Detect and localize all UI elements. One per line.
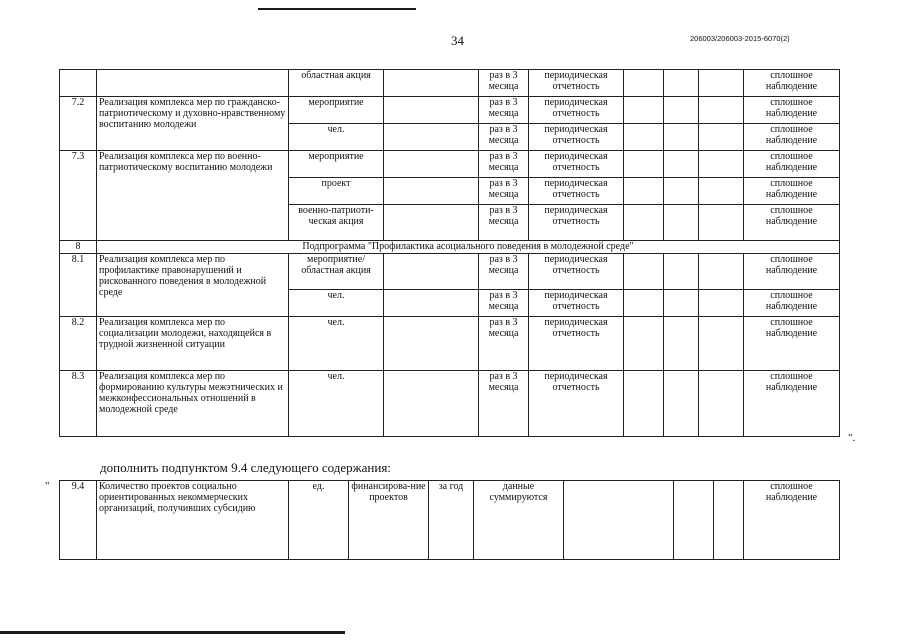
subitem-number: 9.4 xyxy=(60,481,97,560)
table-row xyxy=(60,151,840,178)
empty-cell xyxy=(384,124,479,151)
row-source: периодическая отчетность xyxy=(529,151,624,178)
empty-cell xyxy=(384,205,479,241)
row-unit: чел. xyxy=(289,124,384,151)
row-name: Реализация комплекса мер по военно-патриотическому воспитанию молодежи xyxy=(97,151,289,241)
row-source: периодическая отчетность xyxy=(529,70,624,97)
row-frequency: раз в 3 месяца xyxy=(479,290,529,317)
empty-cell xyxy=(384,254,479,290)
empty-cell xyxy=(624,124,664,151)
closing-quote-mark: ". xyxy=(848,432,856,444)
empty-cell xyxy=(664,205,699,241)
row-name: Реализация комплекса мер по гражданско-патриотическому и духовно-нравственному воспитанию молодежи xyxy=(97,97,289,151)
page-number: 34 xyxy=(451,33,464,48)
row-frequency: раз в 3 месяца xyxy=(479,205,529,241)
subitem-name: Количество проектов социально ориентированных некоммерческих организаций, получивших субсидию xyxy=(97,481,289,560)
empty-cell xyxy=(384,371,479,437)
empty-cell xyxy=(384,178,479,205)
row-source: периодическая отчетность xyxy=(529,254,624,290)
row-method: сплошное наблюдение xyxy=(744,254,840,290)
empty-cell xyxy=(699,205,744,241)
empty-cell xyxy=(664,124,699,151)
row-unit: мероприятие/ областная акция xyxy=(289,254,384,290)
empty-cell xyxy=(664,317,699,371)
row-unit: областная акция xyxy=(289,70,384,97)
row-unit: чел. xyxy=(289,371,384,437)
row-source: периодическая отчетность xyxy=(529,290,624,317)
empty-cell xyxy=(699,124,744,151)
table-row xyxy=(60,254,840,290)
empty-cell xyxy=(384,70,479,97)
section-row xyxy=(60,241,840,254)
row-unit: мероприятие xyxy=(289,151,384,178)
empty-cell xyxy=(699,151,744,178)
empty-cell xyxy=(699,290,744,317)
empty-cell xyxy=(664,151,699,178)
table-row xyxy=(60,70,840,97)
top-rule xyxy=(258,8,416,10)
row-unit: проект xyxy=(289,178,384,205)
amendment-caption: дополнить подпунктом 9.4 следующего содержания: xyxy=(100,460,391,475)
subitem-row xyxy=(60,481,840,560)
row-source: периодическая отчетность xyxy=(529,317,624,371)
row-frequency: раз в 3 месяца xyxy=(479,124,529,151)
empty-cell xyxy=(624,97,664,124)
row-frequency: раз в 3 месяца xyxy=(479,151,529,178)
empty-cell xyxy=(384,317,479,371)
empty-cell xyxy=(714,481,744,560)
row-name: Реализация комплекса мер по формированию культуры межэтнических и межконфессиональных отношений в молодежной среде xyxy=(97,371,289,437)
subitem-table xyxy=(59,480,840,560)
row-method: сплошное наблюдение xyxy=(744,151,840,178)
row-number: 8.1 xyxy=(60,254,97,317)
row-source: периодическая отчетность xyxy=(529,178,624,205)
empty-cell xyxy=(664,254,699,290)
empty-cell xyxy=(699,371,744,437)
empty-cell xyxy=(384,290,479,317)
opening-quote-mark: " xyxy=(45,480,50,492)
table-row xyxy=(60,317,840,371)
empty-cell xyxy=(699,97,744,124)
subitem-unit: ед. xyxy=(289,481,349,560)
row-number: 7.2 xyxy=(60,97,97,151)
row-name xyxy=(97,70,289,97)
row-name: Реализация комплекса мер по социализации молодежи, находящейся в трудной жизненной ситуации xyxy=(97,317,289,371)
row-method: сплошное наблюдение xyxy=(744,70,840,97)
row-number xyxy=(60,70,97,97)
row-method: сплошное наблюдение xyxy=(744,97,840,124)
empty-cell xyxy=(664,178,699,205)
row-source: периодическая отчетность xyxy=(529,124,624,151)
row-method: сплошное наблюдение xyxy=(744,205,840,241)
subitem-calculation: данные суммируются xyxy=(474,481,564,560)
row-method: сплошное наблюдение xyxy=(744,317,840,371)
row-number: 7.3 xyxy=(60,151,97,241)
subitem-method: сплошное наблюдение xyxy=(744,481,840,560)
row-frequency: раз в 3 месяца xyxy=(479,371,529,437)
indicators-table xyxy=(59,69,840,437)
row-method: сплошное наблюдение xyxy=(744,178,840,205)
section-number: 8 xyxy=(60,241,97,254)
row-source: периодическая отчетность xyxy=(529,371,624,437)
empty-cell xyxy=(664,290,699,317)
empty-cell xyxy=(564,481,674,560)
bottom-rule xyxy=(0,631,345,634)
empty-cell xyxy=(664,97,699,124)
row-frequency: раз в 3 месяца xyxy=(479,254,529,290)
empty-cell xyxy=(699,317,744,371)
empty-cell xyxy=(624,317,664,371)
row-frequency: раз в 3 месяца xyxy=(479,97,529,124)
row-frequency: раз в 3 месяца xyxy=(479,70,529,97)
row-unit: чел. xyxy=(289,290,384,317)
row-unit: чел. xyxy=(289,317,384,371)
row-method: сплошное наблюдение xyxy=(744,371,840,437)
empty-cell xyxy=(624,205,664,241)
empty-cell xyxy=(674,481,714,560)
empty-cell xyxy=(699,178,744,205)
empty-cell xyxy=(664,371,699,437)
row-method: сплошное наблюдение xyxy=(744,124,840,151)
row-number: 8.2 xyxy=(60,317,97,371)
row-source: периодическая отчетность xyxy=(529,97,624,124)
empty-cell xyxy=(624,70,664,97)
section-title: Подпрограмма "Профилактика асоциального поведения в молодежной среде" xyxy=(97,241,840,254)
empty-cell xyxy=(699,70,744,97)
empty-cell xyxy=(384,97,479,124)
subitem-definition: финансирова-ние проектов xyxy=(349,481,429,560)
empty-cell xyxy=(664,70,699,97)
subitem-period: за год xyxy=(429,481,474,560)
empty-cell xyxy=(624,371,664,437)
row-frequency: раз в 3 месяца xyxy=(479,317,529,371)
row-unit: мероприятие xyxy=(289,97,384,124)
empty-cell xyxy=(624,290,664,317)
table-row xyxy=(60,97,840,124)
row-number: 8.3 xyxy=(60,371,97,437)
row-method: сплошное наблюдение xyxy=(744,290,840,317)
empty-cell xyxy=(624,254,664,290)
row-unit: военно-патриоти-ческая акция xyxy=(289,205,384,241)
table-row xyxy=(60,371,840,437)
empty-cell xyxy=(384,151,479,178)
document-code: 206003/206003-2015-6070(2) xyxy=(690,34,790,43)
empty-cell xyxy=(624,178,664,205)
empty-cell xyxy=(624,151,664,178)
row-frequency: раз в 3 месяца xyxy=(479,178,529,205)
row-name: Реализация комплекса мер по профилактике правонарушений и рискованного поведения в молодежной среде xyxy=(97,254,289,317)
empty-cell xyxy=(699,254,744,290)
row-source: периодическая отчетность xyxy=(529,205,624,241)
